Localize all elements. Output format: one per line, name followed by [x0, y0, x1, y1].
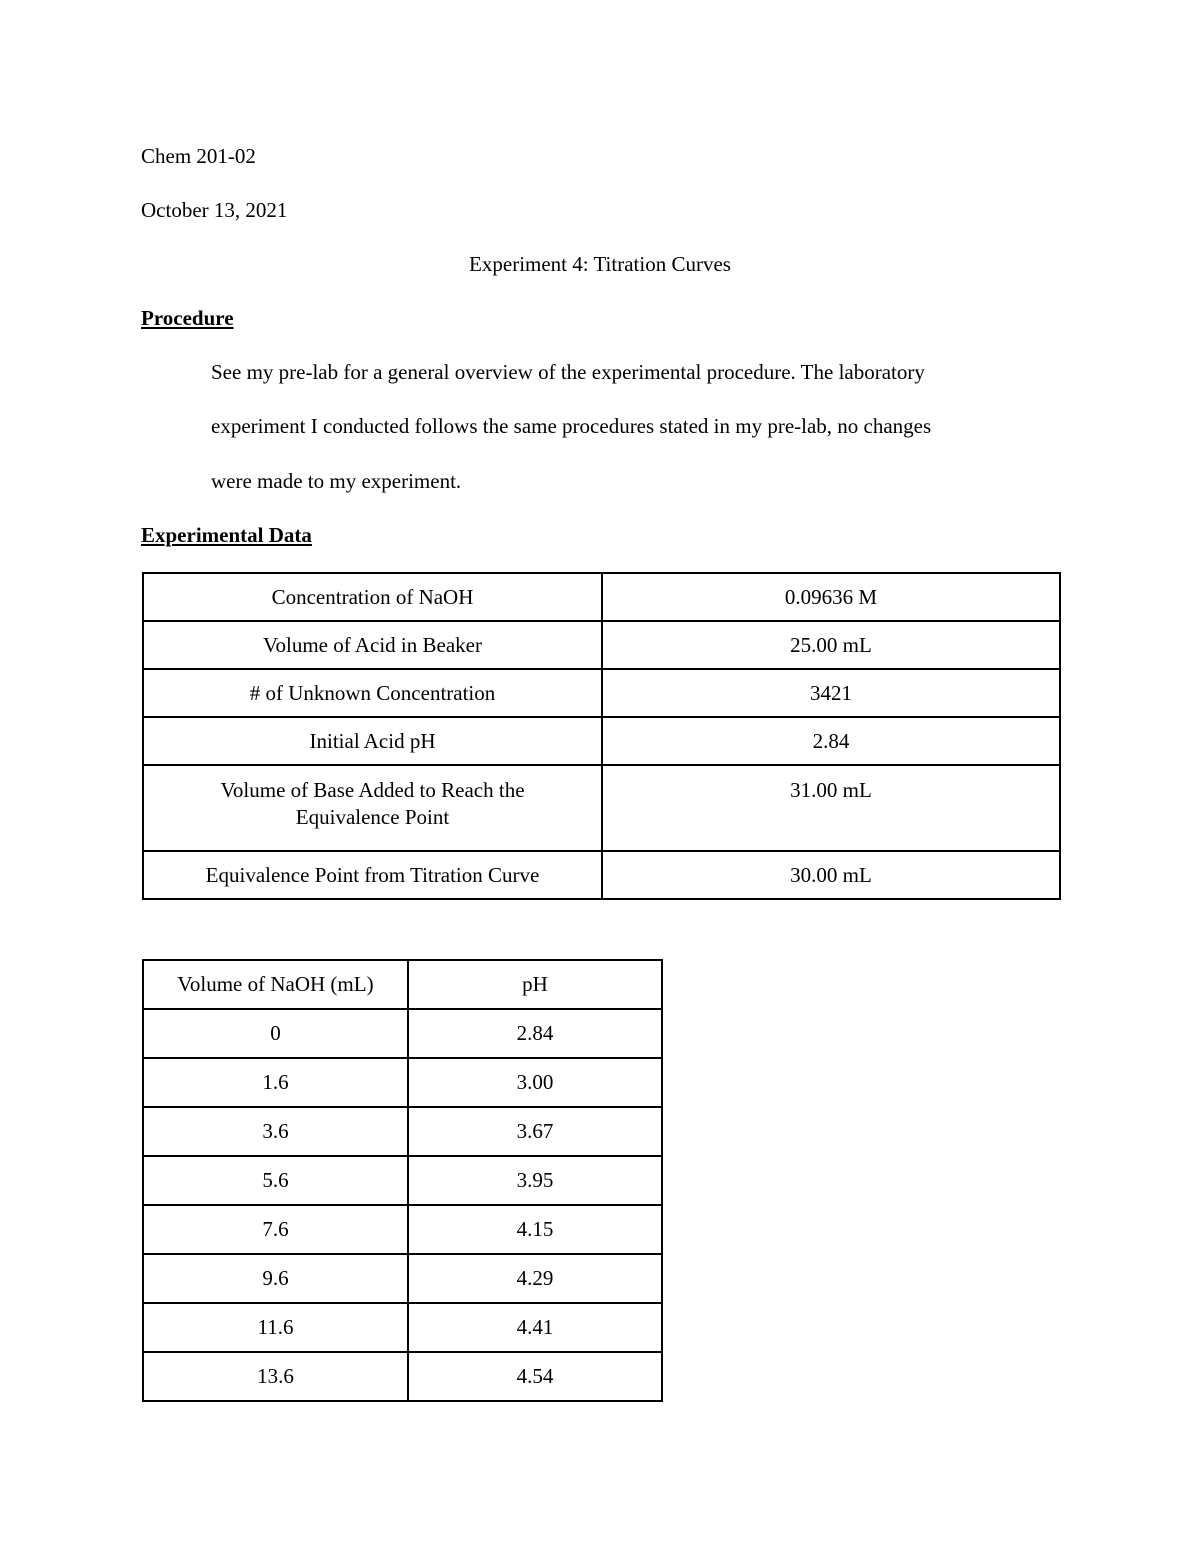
page-title: Experiment 4: Titration Curves: [469, 252, 731, 276]
summary-label: # of Unknown Concentration: [143, 669, 602, 717]
volume-cell: 7.6: [143, 1205, 408, 1254]
table-row: [143, 669, 1060, 717]
summary-value: 31.00 mL: [602, 765, 1060, 851]
column-header-volume: Volume of NaOH (mL): [143, 960, 408, 1009]
procedure-line-1: See my pre-lab for a general overview of the experimental procedure. The laboratory: [211, 360, 925, 384]
summary-table: [142, 572, 1061, 900]
procedure-line-3: were made to my experiment.: [211, 469, 462, 493]
volume-cell: 3.6: [143, 1107, 408, 1156]
date-label: October 13, 2021: [141, 198, 288, 222]
summary-value: 3421: [602, 669, 1060, 717]
volume-cell: 1.6: [143, 1058, 408, 1107]
experimental-data-heading: Experimental Data: [141, 523, 312, 547]
summary-value: 30.00 mL: [602, 851, 1060, 899]
ph-cell: 4.54: [408, 1352, 662, 1401]
procedure-line-2: experiment I conducted follows the same procedures stated in my pre-lab, no changes: [211, 414, 932, 438]
table-row: [143, 851, 1060, 899]
ph-cell: 3.00: [408, 1058, 662, 1107]
table-row: [143, 1107, 662, 1156]
summary-label: Equivalence Point from Titration Curve: [143, 851, 602, 899]
table-row: [143, 1254, 662, 1303]
table-row: [143, 573, 1060, 621]
table-row: [143, 765, 1060, 851]
column-header-ph: pH: [408, 960, 662, 1009]
ph-cell: 4.15: [408, 1205, 662, 1254]
ph-cell: 4.41: [408, 1303, 662, 1352]
table-header-row: [143, 960, 662, 1009]
titration-table: [142, 959, 663, 1402]
summary-label: [143, 765, 602, 851]
course-label: Chem 201-02: [141, 144, 256, 168]
table-row: [143, 717, 1060, 765]
table-row: [143, 1205, 662, 1254]
volume-cell: 0: [143, 1009, 408, 1058]
volume-cell: 9.6: [143, 1254, 408, 1303]
summary-label-text: Volume of Base Added to Reach the Equivalence Point: [220, 778, 525, 829]
volume-cell: 5.6: [143, 1156, 408, 1205]
ph-cell: 3.95: [408, 1156, 662, 1205]
ph-cell: 3.67: [408, 1107, 662, 1156]
volume-cell: 13.6: [143, 1352, 408, 1401]
summary-label: Volume of Acid in Beaker: [143, 621, 602, 669]
summary-label: Concentration of NaOH: [143, 573, 602, 621]
table-row: [143, 1156, 662, 1205]
volume-cell: 11.6: [143, 1303, 408, 1352]
table-row: [143, 1009, 662, 1058]
table-row: [143, 1352, 662, 1401]
summary-value: 25.00 mL: [602, 621, 1060, 669]
procedure-heading: Procedure: [141, 306, 234, 330]
table-row: [143, 1058, 662, 1107]
ph-cell: 4.29: [408, 1254, 662, 1303]
table-row: [143, 1303, 662, 1352]
summary-value: 2.84: [602, 717, 1060, 765]
summary-value: 0.09636 M: [602, 573, 1060, 621]
summary-label: Initial Acid pH: [143, 717, 602, 765]
ph-cell: 2.84: [408, 1009, 662, 1058]
table-row: [143, 621, 1060, 669]
